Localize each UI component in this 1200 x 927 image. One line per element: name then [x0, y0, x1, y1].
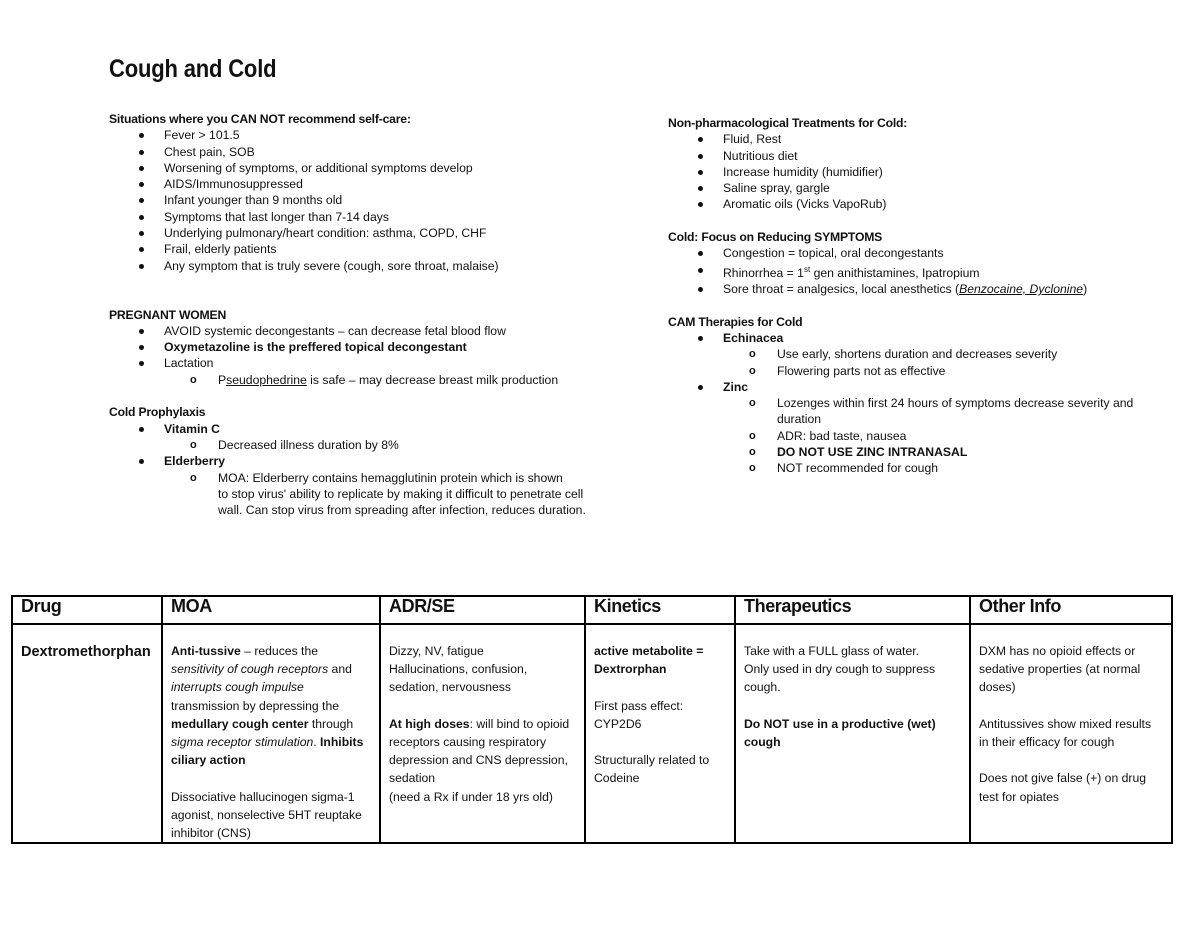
cell-drug	[12, 624, 162, 843]
list-subitem: o ADR: bad taste, nausea	[668, 428, 1138, 444]
list-item: Zinc	[668, 379, 1138, 395]
list-item	[668, 281, 1138, 297]
situations-list	[109, 127, 629, 274]
pregnant-heading: PREGNANT WOMEN	[109, 307, 227, 322]
rhinorrhea-post: gen anithistamines, Ipatropium	[810, 265, 980, 280]
list-item: Aromatic oils (Vicks VapoRub)	[668, 196, 1138, 212]
header-kinetics: Kinetics	[585, 596, 735, 624]
elder-line-3: wall. Can stop virus from spreading after infection, reduces duration.	[218, 503, 586, 518]
list-item	[668, 262, 1138, 281]
kinetics-para-3: Structurally related to Codeine	[594, 753, 710, 786]
other-para-3: Does not give false (+) on drug test for opiates	[979, 771, 1146, 804]
header-other-info: Other Info	[970, 596, 1172, 624]
list-item: AVOID systemic decongestants – can decrease fetal blood flow	[109, 323, 629, 339]
sub-prefix: P	[218, 372, 227, 387]
list-subitem: o Flowering parts not as effective	[668, 363, 1138, 379]
list-item: Fluid, Rest	[668, 131, 1138, 147]
kinetics-line-2: CYP2D6	[594, 716, 642, 731]
cell-kinetics	[585, 624, 735, 843]
list-subitem	[668, 395, 1138, 428]
list-item: Vitamin C	[109, 421, 629, 437]
situations-heading: Situations where you CAN NOT recommend self-care:	[109, 112, 411, 126]
header-adr: ADR/SE	[380, 596, 585, 624]
moa-t3: transmission by depressing the	[171, 698, 340, 713]
list-item: Oxymetazoline is the preffered topical decongestant	[109, 339, 629, 355]
list-subitem	[109, 470, 629, 519]
prophylaxis-heading: Cold Prophylaxis	[109, 405, 206, 420]
header-therapeutics: Therapeutics	[735, 596, 970, 624]
moa-b3: Inhibits ciliary action	[171, 735, 364, 768]
nonpharm-list	[668, 131, 1138, 212]
moa-i2: interrupts cough impulse	[171, 680, 304, 695]
page-title: Cough and Cold	[109, 55, 277, 83]
adr-high-doses: At high doses	[389, 716, 470, 731]
cell-therapeutics	[735, 624, 970, 843]
zinc-line-1: o Lozenges within first 24 hours of symptoms decrease severity and	[777, 396, 1134, 411]
list-subitem: o NOT recommended for cough	[668, 460, 1138, 476]
list-item: Lactation	[109, 355, 629, 371]
adr-line-2: Hallucinations, confusion, sedation, nervousness	[389, 662, 528, 695]
header-moa: MOA	[162, 596, 380, 624]
adr-para-2	[389, 715, 576, 806]
moa-b1: Anti-tussive	[171, 644, 241, 658]
zinc-line-2: duration	[777, 412, 822, 427]
moa-t1: – reduces the	[240, 644, 319, 658]
cell-adr	[380, 624, 585, 843]
elder-line-2: to stop virus' ability to replicate by making it difficult to penetrate cell	[218, 486, 584, 501]
other-para-1: DXM has no opioid effects or sedative properties (at normal doses)	[979, 644, 1141, 695]
list-item: AIDS/Immunosuppressed	[109, 176, 629, 192]
pseudophedrine-term: seudophedrine	[226, 372, 307, 387]
list-item: Underlying pulmonary/heart condition: asthma, COPD, CHF	[109, 225, 629, 241]
list-item: Saline spray, gargle	[668, 180, 1138, 196]
prophylaxis-list	[109, 421, 629, 519]
moa-i1: sensitivity of cough receptors	[171, 662, 329, 677]
list-item: Chest pain, SOB	[109, 144, 629, 160]
list-item: Elderberry	[109, 453, 629, 469]
moa-b2: medullary cough center	[171, 716, 309, 731]
rhinorrhea-sup: st	[803, 264, 811, 274]
nonpharm-heading: Non-pharmacological Treatments for Cold:	[668, 116, 908, 130]
moa-t2: and	[328, 662, 352, 677]
list-subitem: o DO NOT USE ZINC INTRANASAL	[668, 444, 1138, 460]
cam-heading: CAM Therapies for Cold	[668, 314, 803, 329]
list-item: Fever > 101.5	[109, 127, 629, 143]
list-item: Infant younger than 9 months old	[109, 192, 629, 208]
list-item: Symptoms that last longer than 7-14 days	[109, 209, 629, 225]
list-subitem: o Decreased illness duration by 8%	[109, 437, 629, 453]
right-column	[668, 115, 1138, 477]
moa-i3: sigma receptor stimulation	[171, 735, 314, 750]
moa-t5: .	[313, 735, 321, 750]
focus-heading: Cold: Focus on Reducing SYMPTOMS	[668, 230, 883, 245]
list-item: Any symptom that is truly severe (cough, sore throat, malaise)	[109, 258, 629, 274]
anesthetics-link: Benzocaine, Dyclonine	[959, 282, 1084, 297]
kinetics-line-1: First pass effect:	[594, 698, 684, 713]
moa-para-1	[171, 642, 371, 769]
sore-throat-pre: Sore throat = analgesics, local anesthetics (	[723, 282, 960, 297]
adr-line-1: Dizzy, NV, fatigue	[389, 644, 484, 658]
kinetics-para-1: active metabolite = Dextrorphan	[594, 644, 704, 677]
left-column	[109, 111, 629, 518]
list-item: Congestion = topical, oral decongestants	[668, 245, 1138, 261]
adr-high-doses-text: : will bind to opioid receptors causing respiratory depression and CNS depression, sedation	[389, 716, 570, 786]
moa-para-2: Dissociative hallucinogen sigma-1 agonist, nonselective 5HT reuptake inhibitor (CNS)	[171, 789, 362, 841]
therapeutics-line-2: Only used in dry cough to suppress cough.	[744, 662, 936, 695]
cell-moa	[162, 624, 380, 843]
therapeutics-line-1: Take with a FULL glass of water.	[744, 644, 919, 658]
sub-rest: is safe – may decrease breast milk production	[306, 372, 559, 387]
cell-other-info	[970, 624, 1172, 843]
table-row	[12, 624, 1172, 843]
other-para-2: Antitussives show mixed results in their efficacy for cough	[979, 716, 1152, 749]
cam-list	[668, 330, 1138, 477]
list-item: Frail, elderly patients	[109, 241, 629, 257]
drug-table	[11, 595, 1173, 844]
elder-line-1: o MOA: Elderberry contains hemagglutinin protein which is shown	[218, 470, 563, 485]
therapeutics-para-2: Do NOT use in a productive (wet) cough	[744, 716, 936, 749]
header-drug: Drug	[12, 596, 162, 624]
list-item: Nutritious diet	[668, 148, 1138, 164]
moa-t4: through	[308, 716, 354, 731]
list-subitem: o Use early, shortens duration and decreases severity	[668, 346, 1138, 362]
drug-name: Dextromethorphan	[21, 644, 151, 660]
list-item: Echinacea	[668, 330, 1138, 346]
rhinorrhea-pre: Rhinorrhea = 1	[723, 265, 804, 280]
sore-throat-post: )	[1083, 282, 1088, 297]
list-item: Worsening of symptoms, or additional symptoms develop	[109, 160, 629, 176]
list-item: Increase humidity (humidifier)	[668, 164, 1138, 180]
kinetics-para-2	[594, 697, 726, 733]
pregnant-list	[109, 323, 629, 388]
table-header-row	[12, 596, 1172, 624]
focus-list	[668, 245, 1138, 297]
adr-rx-note: (need a Rx if under 18 yrs old)	[389, 789, 553, 804]
therapeutics-para-1	[744, 642, 961, 697]
adr-para-1	[389, 642, 576, 697]
list-subitem	[109, 372, 629, 388]
